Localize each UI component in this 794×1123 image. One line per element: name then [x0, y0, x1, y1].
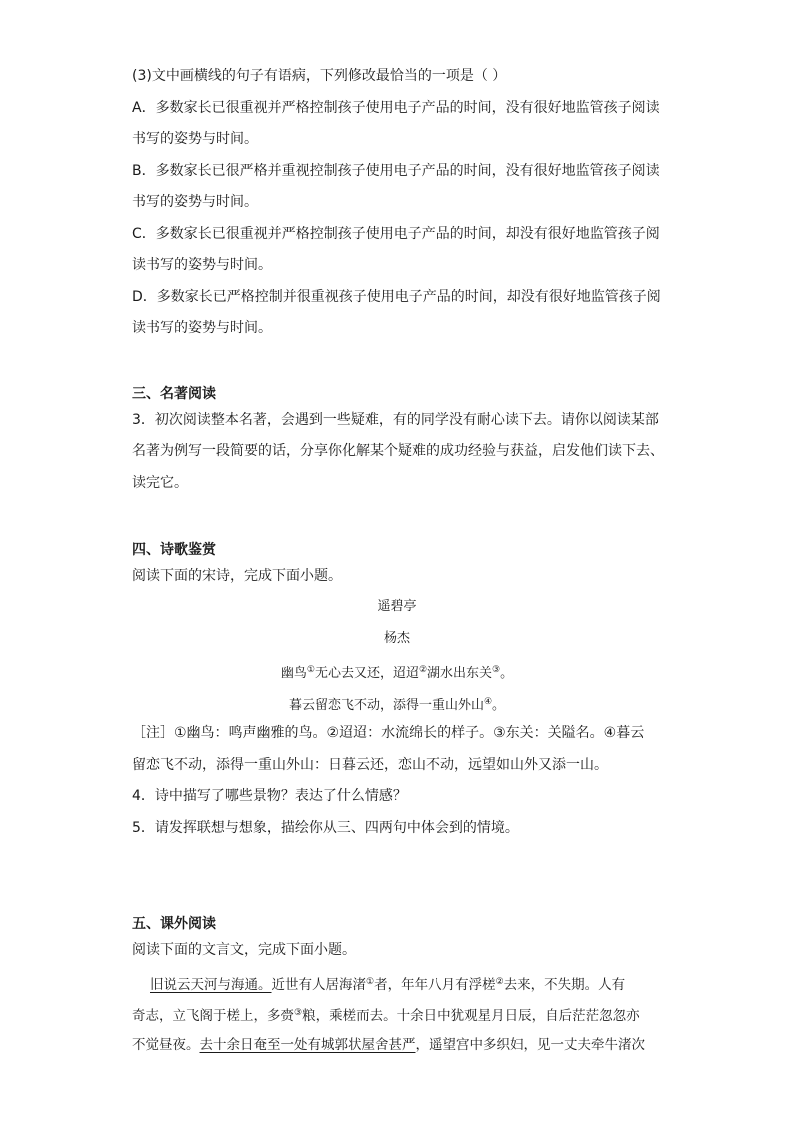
poem-author: 杨杰: [383, 631, 410, 646]
poem-text: 暮云留恋飞不动，添得一重山外山: [288, 698, 484, 713]
footnote-marker: ③: [294, 1008, 303, 1018]
passage-text: 去来，不失期。人有: [503, 977, 626, 993]
classics-question-line2: 名著为例写一段简要的话，分享你化解某个疑难的成功经验与获益，启发他们读下去、: [132, 443, 664, 459]
section-heading-extracurricular: 五、课外阅读: [132, 916, 216, 932]
option-c-line2: 读书写的姿势与时间。: [132, 257, 272, 273]
option-a-line2: 书写的姿势与时间。: [132, 131, 258, 147]
option-a-line1: A．多数家长已很重视并严格控制孩子使用电子产品的时间，没有很好地监管孩子阅读: [132, 100, 660, 116]
section-heading-poetry: 四、诗歌鉴赏: [132, 542, 216, 558]
underlined-sentence: 旧说云天河与海通。: [150, 977, 272, 993]
footnote-marker: ①: [366, 977, 375, 987]
passage-text: ，遥望宫中多织妇，见一丈夫牵牛渚次: [415, 1037, 645, 1053]
option-b-line2: 书写的姿势与时间。: [132, 194, 258, 210]
classical-text-line1: [150, 972, 690, 995]
question-stem: (3)文中画横线的句子有语病，下列修改最恰当的一项是（ ）: [132, 68, 507, 84]
classics-question-line1: 3．初次阅读整本名著，会遇到一些疑难，有的同学没有耐心读下去。请你以阅读某部: [132, 412, 659, 428]
classical-intro: 阅读下面的文言文，完成下面小题。: [132, 942, 356, 958]
classical-text-line2: [132, 1003, 672, 1026]
poem-note-line2: 留恋飞不动，添得一重山外山：日暮云还，恋山不动，远望如山外又添一山。: [132, 757, 608, 773]
passage-text: 近世有人居海渚: [271, 977, 366, 993]
poetry-intro: 阅读下面的宋诗，完成下面小题。: [132, 568, 342, 584]
poetry-question-5: 5．请发挥联想与想象，描绘你从三、四两句中体会到的情境。: [132, 820, 519, 836]
poem-line-1: [0, 660, 794, 684]
footnote-marker: ③: [492, 665, 501, 675]
option-d-line2: 读书写的姿势与时间。: [132, 320, 272, 336]
option-d-line1: D．多数家长已严格控制并很重视孩子使用电子产品的时间，却没有很好地监管孩子阅: [132, 289, 661, 305]
poem-line-2: [0, 692, 794, 716]
footnote-marker: ②: [418, 665, 428, 675]
poetry-question-4: 4．诗中描写了哪些景物？表达了什么情感？: [132, 788, 407, 804]
underlined-sentence: 去十余日奄至一处有城郭状屋舍甚严: [199, 1037, 416, 1053]
poem-text: 无心去又还，迢迢: [314, 666, 419, 681]
footnote-marker: ④: [483, 697, 493, 707]
poem-text: 。: [492, 698, 506, 713]
passage-text: 不觉昼夜。: [132, 1037, 200, 1053]
footnote-marker: ②: [495, 977, 504, 987]
option-c-line1: C．多数家长已很重视并严格控制孩子使用电子产品的时间，却没有很好地监管孩子阅: [132, 226, 660, 242]
passage-text: 粮，乘槎而去。十余日中犹观星月日辰，自后茫茫忽忽亦: [302, 1008, 640, 1024]
classical-text-line3: [132, 1035, 672, 1055]
poem-text: 。: [500, 666, 514, 681]
poem-text: 湖水出东关: [427, 666, 493, 681]
passage-text: 奇志，立飞阁于槎上，多赍: [132, 1008, 294, 1024]
poem-title: 遥碧亭: [377, 599, 417, 614]
passage-text: 者，年年八月有浮槎: [374, 977, 496, 993]
section-heading-classics: 三、名著阅读: [132, 386, 216, 402]
classics-question-line3: 读完它。: [132, 475, 188, 491]
option-b-line1: B．多数家长已很严格并重视控制孩子使用电子产品的时间，没有很好地监管孩子阅读: [132, 163, 660, 179]
footnote-marker: ①: [306, 665, 315, 675]
poem-note-line1: ［注］①幽鸟：鸣声幽雅的鸟。②迢迢：水流绵长的样子。③东关：关隘名。④暮云: [132, 725, 645, 741]
poem-text: 幽鸟: [280, 666, 307, 681]
